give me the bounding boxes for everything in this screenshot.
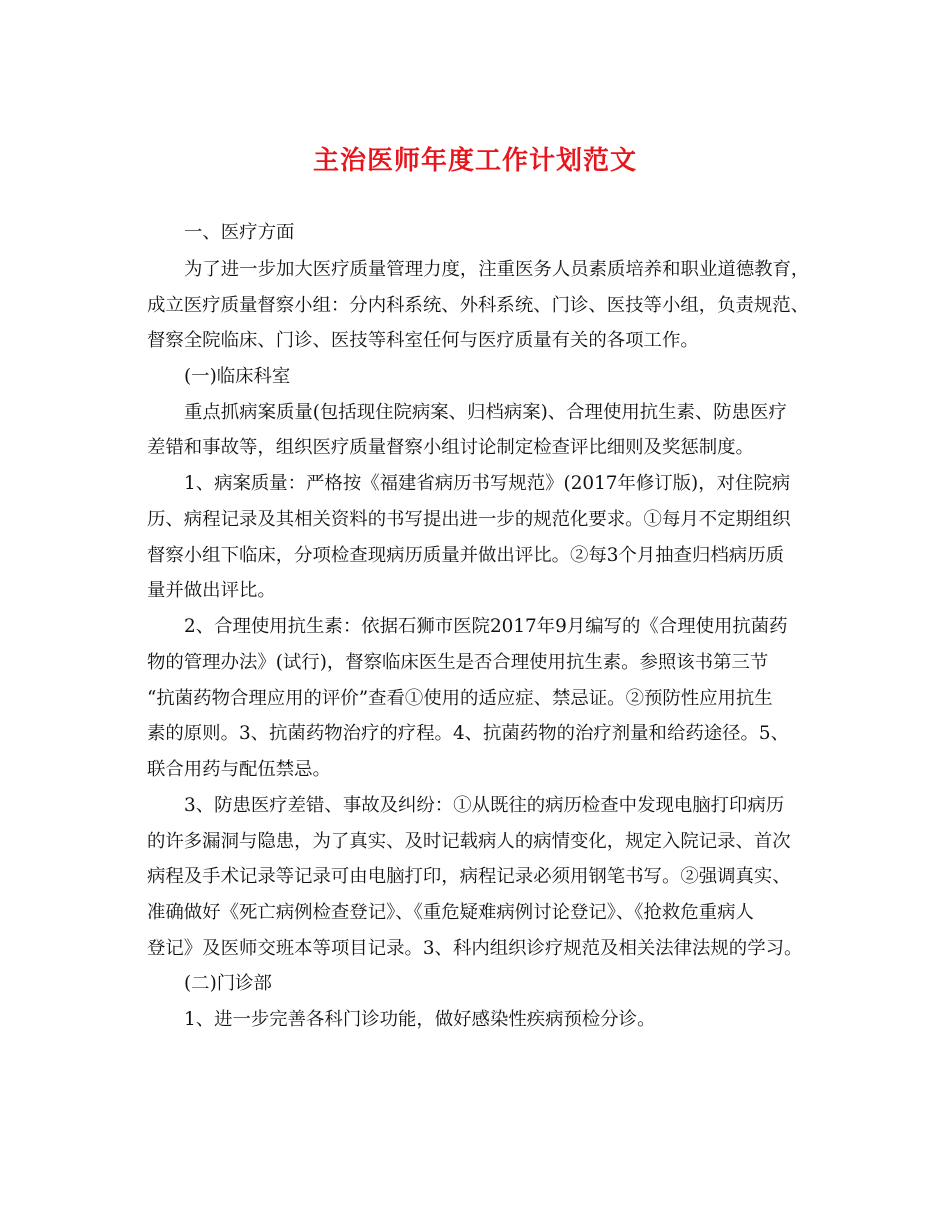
paragraph-line: 登记》及医师交班本等项目记录。3、科内组织诊疗规范及相关法律法规的学习。	[147, 938, 803, 959]
paragraph-line: 为了进一步加大医疗质量管理力度，注重医务人员素质培养和职业道德教育，	[184, 259, 810, 280]
paragraph-line: 1、病案质量：严格按《福建省病历书写规范》(2017年修订版)，对住院病	[184, 473, 791, 494]
document-title: 主治医师年度工作计划范文	[312, 146, 637, 176]
paragraph-line: 物的管理办法》(试行)，督察临床医生是否合理使用抗生素。参照该书第三节	[147, 652, 769, 673]
paragraph-line: 成立医疗质量督察小组：分内科系统、外科系统、门诊、医技等小组，负责规范、	[147, 295, 810, 316]
paragraph-line: 的许多漏洞与隐患，为了真实、及时记载病人的病情变化，规定入院记录、首次	[147, 831, 791, 852]
paragraph-line: “抗菌药物合理应用的评价”查看①使用的适应症、禁忌证。②预防性应用抗生	[147, 688, 773, 709]
paragraph-line: 联合用药与配伍禁忌。	[147, 759, 331, 780]
paragraph-line: 病程及手术记录等记录可由电脑打印，病程记录必须用钢笔书写。②强调真实、	[147, 866, 791, 887]
paragraph-line: 差错和事故等，组织医疗质量督察小组讨论制定检查评比细则及奖惩制度。	[147, 437, 754, 458]
subsection-heading-outpatient: (二)门诊部	[184, 973, 272, 994]
paragraph-line: 2、合理使用抗生素：依据石狮市医院2017年9月编写的《合理使用抗菌药	[184, 616, 788, 637]
paragraph-line: 历、病程记录及其相关资料的书写提出进一步的规范化要求。①每月不定期组织	[147, 509, 791, 530]
section-heading-medical: 一、医疗方面	[184, 222, 295, 243]
paragraph-line: 3、防患医疗差错、事故及纠纷：①从既往的病历检查中发现电脑打印病历	[184, 795, 785, 816]
paragraph-line: 1、进一步完善各科门诊功能，做好感染性疾病预检分诊。	[184, 1009, 656, 1030]
paragraph-line: 督察小组下临床，分项检查现病历质量并做出评比。②每3个月抽查归档病历质	[147, 545, 784, 566]
paragraph-line: 素的原则。3、抗菌药物治疗的疗程。4、抗菌药物的治疗剂量和给药途径。5、	[147, 723, 789, 744]
paragraph-line: 督察全院临床、门诊、医技等科室任何与医疗质量有关的各项工作。	[147, 330, 699, 351]
paragraph-line: 准确做好《死亡病例检查登记》、《重危疑难病例讨论登记》、《抢救危重病人	[147, 902, 754, 923]
subsection-heading-clinical: (一)临床科室	[184, 366, 291, 387]
paragraph-line: 量并做出评比。	[147, 580, 276, 601]
paragraph-line: 重点抓病案质量(包括现住院病案、归档病案)、合理使用抗生素、防患医疗	[184, 402, 787, 423]
